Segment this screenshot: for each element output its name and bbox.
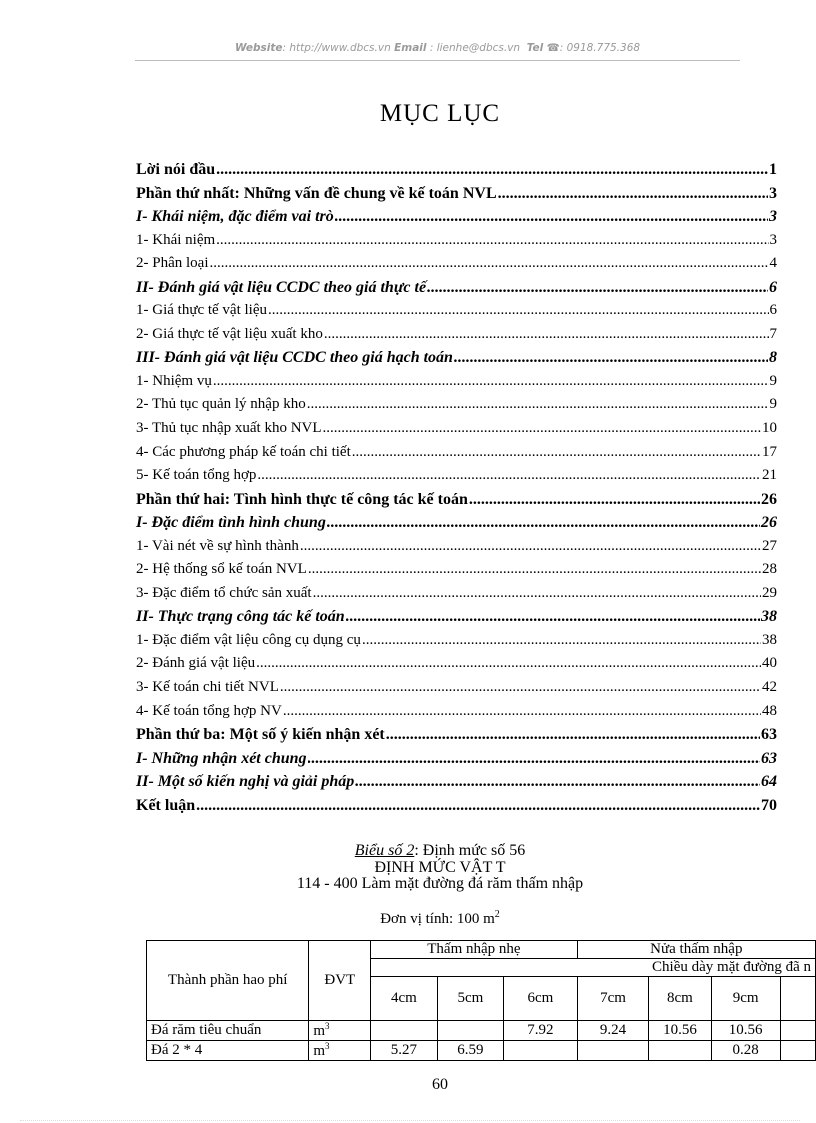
row-value — [780, 1021, 815, 1041]
toc-entry-label: Phần thứ hai: Tình hình thực tế công tác kế toán — [136, 490, 468, 508]
toc-leader-dots — [308, 558, 761, 582]
toc-entry-label: 2- Giá thực tế vật liệu xuất kho — [136, 325, 323, 342]
toc-entry-page: 70 — [761, 796, 777, 814]
toc-entry-page: 27 — [762, 537, 777, 554]
row-unit-text: m — [313, 1023, 326, 1039]
toc-entry-label: 2- Thủ tục quản lý nhập kho — [136, 396, 306, 413]
toc-entry — [136, 676, 777, 700]
toc-leader-dots — [386, 723, 760, 747]
table-row — [147, 1041, 816, 1061]
row-value: 0.28 — [711, 1041, 780, 1061]
toc-entry-label: 1- Khái niệm — [136, 231, 216, 248]
size-header: 5cm — [437, 977, 503, 1021]
toc-entry-page: 28 — [762, 561, 777, 578]
toc-entry-page: 38 — [762, 631, 777, 648]
toc-leader-dots — [498, 182, 768, 206]
toc-entry-page: 38 — [761, 608, 777, 626]
toc-entry — [136, 700, 777, 724]
toc-entry-page: 3 — [769, 184, 777, 202]
subgroup-header: Chiều dày mặt đường đã n — [371, 959, 816, 977]
toc-entry — [136, 393, 777, 417]
row-unit — [309, 1021, 371, 1041]
toc-entry-page: 42 — [762, 679, 777, 696]
toc-entry-page: 8 — [769, 349, 777, 367]
toc-entry — [136, 464, 777, 488]
toc-entry-label: 1- Đặc điểm vật liệu công cụ dụng cụ — [136, 631, 361, 648]
toc-entry-label: Phần thứ nhất: Những vấn đề chung về kế toán NVL — [136, 184, 497, 202]
toc-entry-page: 6 — [769, 278, 777, 296]
toc-entry-page: 26 — [761, 490, 777, 508]
toc-entry — [136, 158, 777, 182]
toc-leader-dots — [256, 652, 761, 676]
toc-entry-label: 3- Kế toán chi tiết NVL — [136, 679, 279, 696]
toc-entry-page: 48 — [762, 702, 777, 719]
toc-entry — [136, 582, 777, 606]
unit-line — [0, 906, 816, 928]
toc-leader-dots — [323, 417, 761, 441]
toc-entry-page: 3 — [769, 231, 777, 248]
toc-entry-label: II- Đánh giá vật liệu CCDC theo giá thực tế — [136, 278, 427, 296]
toc-entry-label: I- Khái niệm, đặc điểm vai trò — [136, 208, 334, 226]
unit-sup: 2 — [494, 909, 500, 920]
col-unit-header: ĐVT — [309, 941, 371, 1021]
toc-entry — [136, 229, 777, 253]
row-value — [780, 1041, 815, 1061]
toc-entry-page: 40 — [762, 655, 777, 672]
toc-entry-label: 3- Đặc điểm tổ chức sản xuất — [136, 584, 312, 601]
row-unit — [309, 1041, 371, 1061]
toc-entry — [136, 629, 777, 653]
toc-leader-dots — [196, 794, 760, 818]
toc-entry-page: 4 — [769, 255, 777, 272]
toc-entry-label: Phần thứ ba: Một số ý kiến nhận xét — [136, 726, 385, 744]
toc-entry — [136, 770, 777, 794]
toc-entry-label: I- Những nhận xét chung — [136, 749, 307, 767]
toc-entry — [136, 723, 777, 747]
toc-leader-dots — [268, 299, 768, 323]
row-unit-sup: 3 — [325, 1041, 330, 1051]
page-number: 60 — [432, 1076, 448, 1093]
norm-table — [146, 940, 816, 1061]
toc-leader-dots — [454, 346, 768, 370]
toc-leader-dots — [352, 441, 761, 465]
toc-entry-page: 9 — [769, 396, 777, 413]
toc-entry — [136, 346, 777, 370]
toc-leader-dots — [213, 370, 769, 394]
bottom-divider — [20, 1120, 800, 1121]
row-value: 5.27 — [371, 1041, 437, 1061]
row-value — [437, 1021, 503, 1041]
toc-entry-page: 1 — [769, 161, 777, 178]
row-name: Đá 2 * 4 — [147, 1041, 309, 1061]
row-value: 6.59 — [437, 1041, 503, 1061]
toc-entry-label: I- Đặc điểm tình hình chung — [136, 514, 326, 532]
toc-entry — [136, 488, 777, 512]
toc-entry-label: 1- Vài nét về sự hình thành — [136, 537, 299, 554]
toc-entry-page: 26 — [761, 514, 777, 532]
toc-entry — [136, 370, 777, 394]
toc-entry-label: 1- Nhiệm vụ — [136, 372, 212, 389]
toc-entry — [136, 323, 777, 347]
toc-leader-dots — [257, 464, 761, 488]
toc-leader-dots — [362, 629, 761, 653]
size-header: 6cm — [504, 977, 577, 1021]
toc-entry-label: Lời nói đầu — [136, 161, 216, 178]
toc-entry-label: II- Thực trạng công tác kế toán — [136, 608, 345, 626]
row-value — [371, 1021, 437, 1041]
toc-leader-dots — [210, 252, 769, 276]
toc-entry — [136, 205, 777, 229]
size-header: 7cm — [577, 977, 649, 1021]
toc-entry — [136, 652, 777, 676]
page-title: MỤC LỤC — [379, 100, 501, 127]
toc-entry-page: 64 — [761, 773, 777, 791]
toc-leader-dots — [307, 393, 769, 417]
toc-entry-page: 63 — [761, 726, 777, 744]
row-value: 10.56 — [711, 1021, 780, 1041]
col-main-header: Thành phần hao phí — [147, 941, 309, 1021]
table-row — [147, 1021, 816, 1041]
toc-entry-label: 2- Hệ thống sổ kế toán NVL — [136, 561, 307, 578]
toc-entry — [136, 299, 777, 323]
row-value — [577, 1041, 649, 1061]
toc-entry-label: 5- Kế toán tổng hợp — [136, 467, 257, 484]
row-value — [649, 1041, 711, 1061]
unit-text: Đơn vị tính: 100 m — [380, 911, 495, 927]
tel-label: Tel — [526, 42, 544, 54]
row-value: 10.56 — [649, 1021, 711, 1041]
group2-header: Nửa thấm nhập — [577, 941, 815, 959]
size-header: 4cm — [371, 977, 437, 1021]
row-value: 9.24 — [577, 1021, 649, 1041]
toc-leader-dots — [216, 158, 768, 182]
page-header — [135, 42, 740, 61]
toc-entry-page: 9 — [769, 372, 777, 389]
toc-entry-label: 1- Giá thực tế vật liệu — [136, 302, 268, 319]
toc-entry-page: 6 — [769, 302, 777, 319]
toc-leader-dots — [346, 605, 760, 629]
bieu-caption — [0, 842, 816, 859]
bieu-label: Biểu số 2 — [354, 842, 415, 859]
size-header: 8cm — [649, 977, 711, 1021]
toc-entry-label: II- Một số kiến nghị và giải pháp — [136, 773, 355, 791]
bieu-subheading: 114 - 400 Làm mặt đường đá răm thấm nhập — [296, 875, 584, 892]
row-unit-sup: 3 — [325, 1021, 330, 1031]
size-header — [780, 977, 815, 1021]
tel-value: ☎: 0918.775.368 — [546, 42, 641, 54]
toc-leader-dots — [308, 747, 760, 771]
toc-entry-label: Kết luận — [136, 796, 196, 814]
toc-entry — [136, 252, 777, 276]
toc-entry — [136, 182, 777, 206]
toc-entry-label: 3- Thủ tục nhập xuất kho NVL — [136, 420, 322, 437]
toc-leader-dots — [469, 488, 760, 512]
toc-entry — [136, 535, 777, 559]
toc-entry — [136, 605, 777, 629]
toc-entry — [136, 511, 777, 535]
bieu-heading: ĐỊNH MỨC VẬT T — [374, 859, 506, 876]
group1-header: Thấm nhập nhẹ — [371, 941, 577, 959]
toc-entry — [136, 558, 777, 582]
toc-leader-dots — [280, 676, 761, 700]
toc-entry-label: 4- Kế toán tổng hợp NV — [136, 702, 282, 719]
toc-entry-page: 21 — [762, 467, 777, 484]
row-name: Đá răm tiêu chuẩn — [147, 1021, 309, 1041]
email-label: Email — [394, 42, 427, 54]
toc-leader-dots — [283, 700, 761, 724]
toc-entry — [136, 417, 777, 441]
website-value: : http://www.dbcs.vn — [282, 42, 391, 54]
toc-entry — [136, 747, 777, 771]
email-value: : lienhe@dbcs.vn — [426, 42, 521, 54]
toc-entry-label: 2- Phân loại — [136, 255, 209, 272]
toc-leader-dots — [355, 770, 760, 794]
toc-entry — [136, 441, 777, 465]
toc-leader-dots — [324, 323, 769, 347]
toc-entry-label: 4- Các phương pháp kế toán chi tiết — [136, 443, 351, 460]
row-unit-text: m — [313, 1043, 326, 1059]
toc-leader-dots — [335, 205, 768, 229]
toc-entry — [136, 794, 777, 818]
toc-entry-page: 10 — [762, 420, 777, 437]
toc-leader-dots — [300, 535, 761, 559]
toc-entry-page: 17 — [762, 443, 777, 460]
toc-entry-page: 63 — [761, 749, 777, 767]
bieu-rest: : Định mức số 56 — [414, 842, 526, 859]
table-of-contents — [136, 158, 777, 817]
row-value — [504, 1041, 577, 1061]
website-label: Website — [234, 42, 283, 54]
toc-leader-dots — [427, 276, 768, 300]
toc-entry-label: III- Đánh giá vật liệu CCDC theo giá hạch toán — [136, 349, 453, 367]
toc-entry-label: 2- Đánh giá vật liệu — [136, 655, 256, 672]
toc-entry-page: 7 — [769, 325, 777, 342]
toc-entry-page: 29 — [762, 584, 777, 601]
size-header: 9cm — [711, 977, 780, 1021]
toc-entry — [136, 276, 777, 300]
toc-entry-page: 3 — [769, 208, 777, 226]
toc-leader-dots — [313, 582, 761, 606]
toc-leader-dots — [216, 229, 768, 253]
toc-leader-dots — [327, 511, 760, 535]
row-value: 7.92 — [504, 1021, 577, 1041]
